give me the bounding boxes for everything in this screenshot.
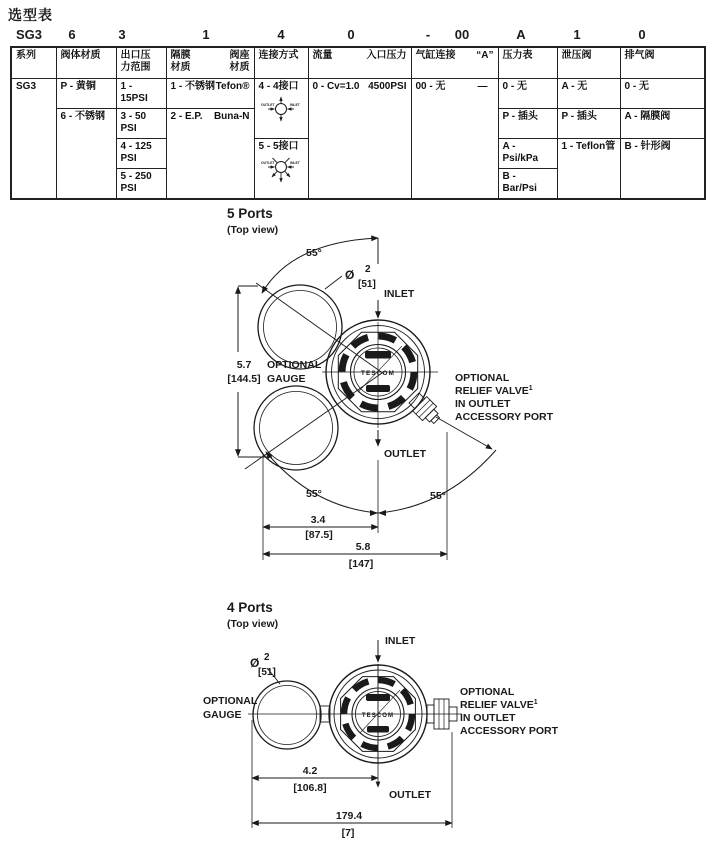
port-icon-4	[261, 94, 301, 122]
dim-w1-in: 3.4	[310, 514, 326, 526]
hdr-series: 系列	[11, 47, 56, 78]
hdr-relief: 泄压阀	[557, 47, 620, 78]
hdr-outlet-pressure: 出口压 力范围	[116, 47, 166, 78]
hdr-vent: 排气阀	[620, 47, 705, 78]
dim-height-in: 5.7	[236, 359, 252, 371]
cell-diaphragm-2: 2 - E.P. Buna-N	[166, 108, 254, 199]
angle-right-label: 55°	[430, 490, 446, 502]
selection-table	[10, 46, 706, 200]
optional-gauge-label-2: GAUGE	[203, 709, 242, 721]
cell-gauge-3: A - Psi/kPa	[498, 138, 557, 168]
code-connection: 4	[277, 27, 285, 42]
cell-relief-3: 1 - Teflon管	[557, 138, 620, 199]
angle-arc-bottom	[266, 450, 496, 513]
dim-w1-mm: [106.8]	[293, 782, 327, 794]
dim-w2-in: 179.4	[335, 810, 363, 822]
code-series: SG3	[15, 27, 43, 42]
outlet-label: OUTLET	[389, 789, 431, 801]
hdr-body: 阀体材质	[56, 47, 116, 78]
hdr-flow-inlet: 流量 入口压力	[308, 47, 411, 78]
outlet-label: OUTLET	[384, 448, 426, 460]
regulator-knob	[322, 320, 438, 428]
cell-relief-1: A - 无	[557, 78, 620, 108]
dim-height-mm: [144.5]	[227, 373, 261, 385]
code-vent: 0	[638, 27, 646, 42]
cell-flow: 0 - Cv=1.0 4500PSI	[308, 78, 411, 199]
dia-symbol: Ø	[250, 656, 260, 670]
icon-inlet-label: INLET	[290, 103, 300, 107]
cell-gauge-1: 0 - 无	[498, 78, 557, 108]
cell-diaphragm-1: 1 - 不锈钢 Tefon®	[166, 78, 254, 108]
cell-op-2: 3 - 50 PSI	[116, 108, 166, 138]
icon-outlet-label: OUTLET	[261, 103, 275, 107]
brand-bar-bottom	[366, 385, 390, 392]
port-icon-5	[261, 154, 301, 184]
relief-valve-fitting	[407, 391, 444, 428]
cell-op-4: 5 - 250 PSI	[116, 168, 166, 199]
cell-connection-5port: 5 - 5接口 OUTLET INLET	[254, 138, 308, 199]
code-cylinder: 00	[454, 27, 470, 42]
code-gauge: A	[516, 27, 526, 42]
dia-inch: 2	[264, 652, 270, 663]
relief-note-2: RELIEF VALVE$^1$	[455, 385, 533, 397]
code-diaphragm: 1	[202, 27, 210, 42]
cell-vent-3: B - 针形阀	[620, 138, 705, 199]
hdr-gauge: 压力表	[498, 47, 557, 78]
relief-note-1: OPTIONAL	[455, 372, 510, 384]
optional-gauge-label-1: OPTIONAL	[203, 695, 258, 707]
dim-w1-mm: [87.5]	[305, 529, 333, 541]
diagram-5-ports	[0, 195, 713, 580]
upper-gauge-circle	[258, 285, 342, 369]
angle-left-label: 55°	[306, 488, 322, 500]
dim-w2-in: 5.8	[355, 541, 371, 553]
dia-symbol: Ø	[345, 268, 355, 282]
brand-text: TESCOM	[360, 370, 396, 377]
relief-note-2: RELIEF VALVE$^1$	[460, 699, 538, 711]
diagram-4-ports	[0, 595, 713, 848]
cell-gauge-4: B - Bar/Psi	[498, 168, 557, 199]
cell-op-1: 1 - 15PSI	[116, 78, 166, 108]
optional-gauge-label-1: OPTIONAL	[267, 359, 322, 371]
hdr-connection: 连接方式	[254, 47, 308, 78]
dia-inch: 2	[365, 264, 371, 275]
optional-gauge-label-2: GAUGE	[267, 373, 306, 385]
hdr-cylinder: 气缸连接 “A”	[411, 47, 498, 78]
diagram5-subtitle: (Top view)	[227, 224, 279, 236]
code-outlet: 3	[118, 27, 126, 42]
relief-note-3: IN OUTLET	[460, 712, 516, 724]
dim-w2-mm: [7]	[341, 827, 355, 839]
dim-w2-mm: [147]	[348, 558, 374, 570]
code-flow: 0	[347, 27, 355, 42]
code-dash: -	[425, 27, 431, 42]
diagram4-title: 4 Ports	[227, 600, 273, 615]
diagram5-title: 5 Ports	[227, 206, 273, 221]
cell-relief-2: P - 插头	[557, 108, 620, 138]
code-relief: 1	[573, 27, 581, 42]
angle-top-label: 55°	[306, 247, 322, 259]
icon-inlet-label: INLET	[290, 161, 300, 165]
cell-gauge-2: P - 插头	[498, 108, 557, 138]
cell-connection-4port: 4 - 4接口 OUTLET INLET	[254, 78, 308, 138]
dia-mm: [51]	[358, 279, 376, 290]
relief-note-1: OPTIONAL	[460, 686, 515, 698]
code-body: 6	[68, 27, 76, 42]
hdr-diaphragm-seat: 隔膜 材质 阀座 材质	[166, 47, 254, 78]
cell-cylinder: 00 - 无 —	[411, 78, 498, 199]
inlet-label: INLET	[385, 635, 416, 647]
dia-mm: [51]	[258, 667, 276, 678]
relief-note-3: IN OUTLET	[455, 398, 511, 410]
relief-note-4: ACCESSORY PORT	[460, 725, 559, 737]
cell-op-3: 4 - 125 PSI	[116, 138, 166, 168]
cell-body-2: 6 - 不锈钢	[56, 108, 116, 199]
brand-bar-top	[365, 351, 391, 359]
diagram4-subtitle: (Top view)	[227, 618, 279, 630]
cell-series: SG3	[11, 78, 56, 199]
brand-text: TESCOM	[361, 713, 395, 719]
cell-body-1: P - 黄铜	[56, 78, 116, 108]
relief-note-4: ACCESSORY PORT	[455, 411, 554, 423]
cell-vent-2: A - 隔膜阀	[620, 108, 705, 138]
gauge-circle	[253, 681, 321, 749]
cell-vent-1: 0 - 无	[620, 78, 705, 108]
inlet-label: INLET	[384, 288, 415, 300]
page-title: 选型表	[8, 7, 53, 23]
icon-outlet-label: OUTLET	[261, 161, 275, 165]
dim-w1-in: 4.2	[302, 765, 318, 777]
